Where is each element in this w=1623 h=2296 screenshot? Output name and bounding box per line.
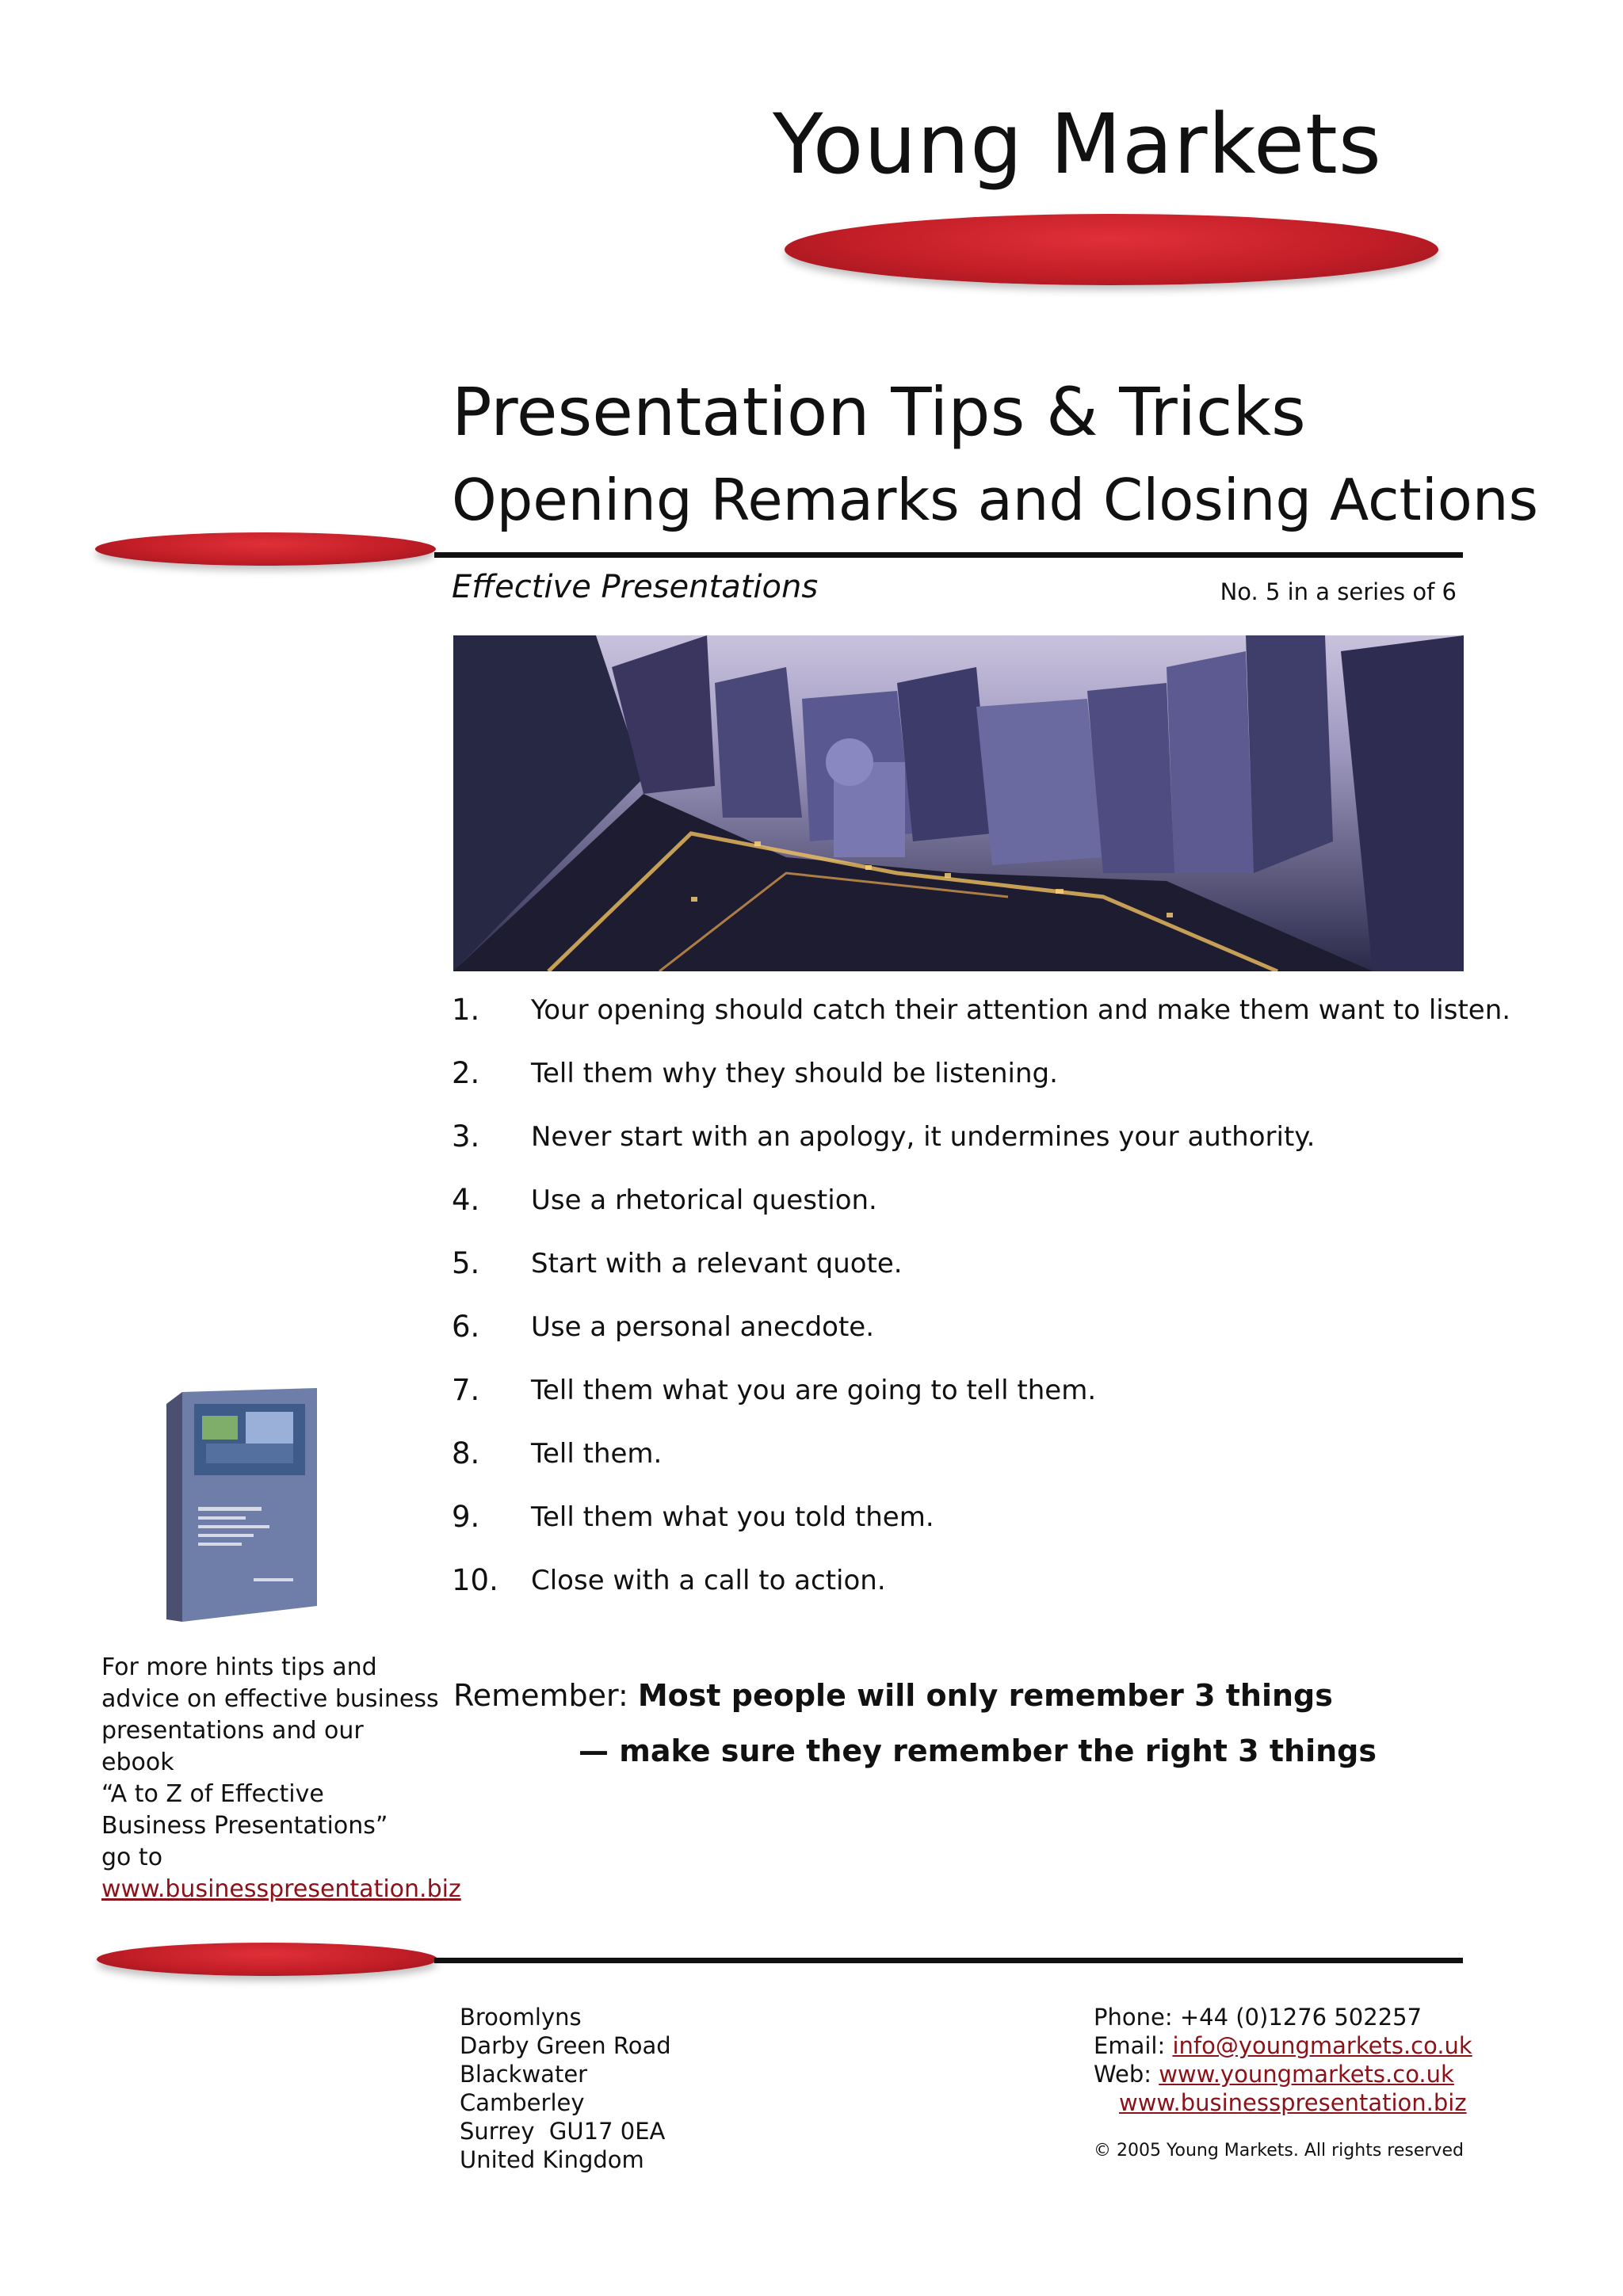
list-text: Tell them what you told them.: [531, 1501, 934, 1533]
list-text: Your opening should catch their attention and make them want to listen.: [531, 994, 1511, 1026]
left-red-ellipse-bottom: [97, 1943, 437, 1976]
list-item: [452, 989, 1511, 1052]
address-line: Broomlyns: [460, 2004, 582, 2031]
web-label: Web:: [1094, 2061, 1159, 2088]
list-item: [452, 1306, 1482, 1369]
address-line: Camberley: [460, 2089, 585, 2116]
list-number: 2.: [452, 1056, 480, 1090]
remember-label: Remember:: [453, 1678, 638, 1713]
page-subtitle: Opening Remarks and Closing Actions: [452, 467, 1538, 533]
contact-details: [1094, 2003, 1472, 2117]
copyright-text: © 2005 Young Markets. All rights reserved: [1094, 2141, 1464, 2161]
address-line: Surrey GU17 0EA: [460, 2118, 666, 2145]
caption-line: go to: [101, 1844, 163, 1871]
email-link[interactable]: info@youngmarkets.co.uk: [1172, 2032, 1472, 2059]
page-title: Presentation Tips & Tricks: [452, 373, 1306, 451]
list-item: [452, 1052, 1482, 1116]
address-line: Darby Green Road: [460, 2032, 671, 2059]
list-item: [452, 1432, 1482, 1496]
web-row: [1094, 2060, 1454, 2088]
website-link-2[interactable]: www.businesspresentation.biz: [1119, 2089, 1467, 2116]
list-text: Use a personal anecdote.: [531, 1311, 875, 1343]
list-item: [452, 1369, 1482, 1432]
list-number: 6.: [452, 1310, 480, 1344]
list-number: 4.: [452, 1183, 480, 1217]
list-text: Start with a relevant quote.: [531, 1248, 903, 1280]
list-item: [452, 1116, 1482, 1179]
list-item: [452, 1242, 1482, 1306]
remember-line-2: — make sure they remember the right 3 things: [579, 1733, 1377, 1768]
caption-line: Business Presentations”: [101, 1812, 388, 1840]
logo-red-ellipse: [785, 214, 1438, 285]
phone-text: Phone: +44 (0)1276 502257: [1094, 2004, 1423, 2031]
list-number: 7.: [452, 1373, 480, 1407]
list-text: Tell them why they should be listening.: [531, 1058, 1058, 1089]
email-row: [1094, 2031, 1472, 2060]
postal-address: [460, 2003, 671, 2174]
list-number: 10.: [452, 1563, 498, 1597]
ebook-caption: [101, 1652, 461, 1905]
list-text: Tell them.: [531, 1438, 663, 1470]
address-line: Blackwater: [460, 2061, 588, 2088]
remember-emphasis: Most people will only remember 3 things: [637, 1678, 1333, 1713]
series-number: No. 5 in a series of 6: [1220, 578, 1457, 605]
list-item: [452, 1179, 1482, 1242]
web-row-2: [1094, 2088, 1467, 2117]
tips-list: [452, 989, 1511, 1623]
caption-line: advice on effective business: [101, 1685, 439, 1713]
list-number: 9.: [452, 1500, 480, 1534]
list-number: 5.: [452, 1246, 480, 1280]
email-label: Email:: [1094, 2032, 1173, 2059]
list-text: Close with a call to action.: [531, 1565, 886, 1596]
list-number: 8.: [452, 1436, 480, 1470]
list-text: Tell them what you are going to tell them.: [531, 1375, 1097, 1406]
left-red-ellipse-top: [95, 532, 436, 566]
businesspresentation-link[interactable]: www.businesspresentation.biz: [101, 1875, 461, 1903]
list-item: [452, 1496, 1482, 1559]
caption-line: For more hints tips and: [101, 1653, 377, 1681]
title-divider: [434, 552, 1463, 558]
list-number: 1.: [452, 993, 480, 1027]
caption-line: “A to Z of Effective: [101, 1780, 324, 1808]
caption-line: presentations and our ebook: [101, 1717, 364, 1776]
city-skyline-photo: [453, 635, 1464, 971]
list-text: Use a rhetorical question.: [531, 1184, 877, 1216]
list-text: Never start with an apology, it undermines your authority.: [531, 1121, 1316, 1153]
address-line: United Kingdom: [460, 2146, 644, 2173]
list-item: [452, 1559, 1482, 1623]
remember-line-1: [453, 1678, 1333, 1713]
ebook-cover-image[interactable]: [158, 1388, 321, 1626]
website-link[interactable]: www.youngmarkets.co.uk: [1159, 2061, 1454, 2088]
list-number: 3.: [452, 1119, 480, 1154]
series-name: Effective Presentations: [452, 569, 819, 605]
footer-divider: [434, 1958, 1463, 1963]
logo-wordmark: Young Markets: [773, 96, 1382, 193]
